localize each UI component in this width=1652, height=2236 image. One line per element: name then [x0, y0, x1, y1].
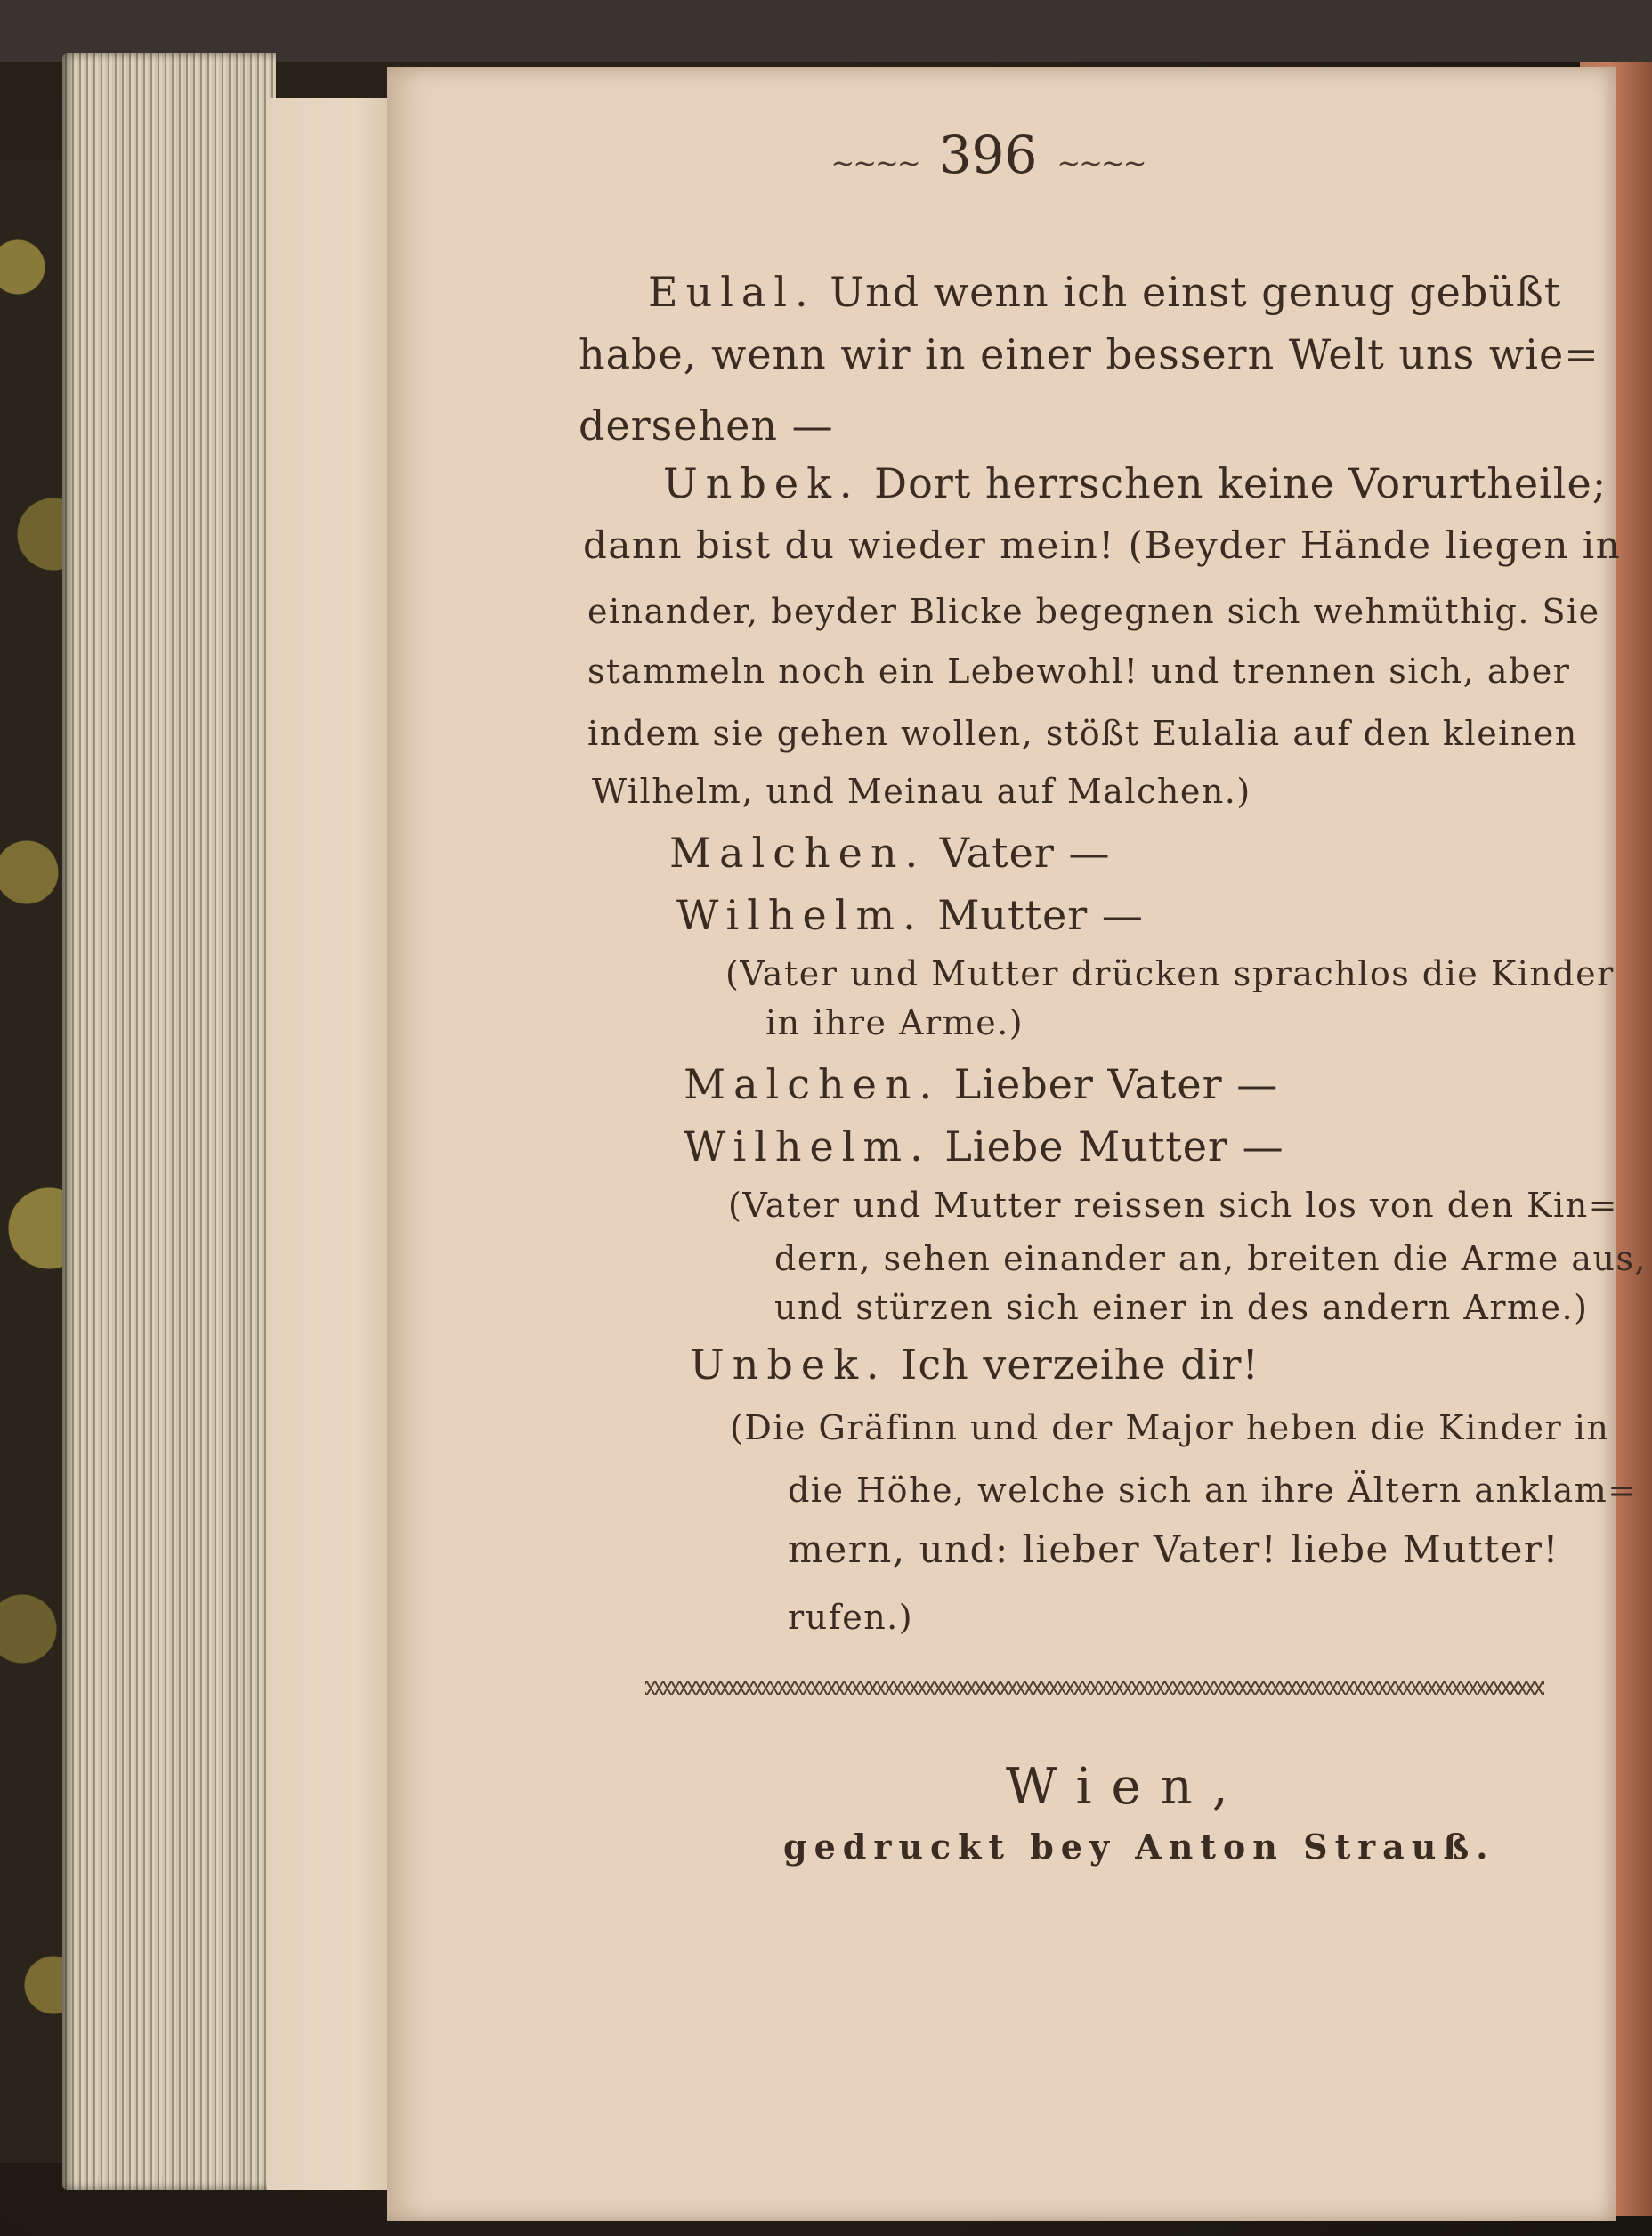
text-line	[663, 459, 1607, 507]
page-gutter	[267, 98, 392, 2190]
stage-direction-line	[725, 954, 1615, 993]
text-line	[648, 268, 1562, 316]
line-text: Wilhelm, und Meinau auf Malchen.)	[592, 772, 1251, 811]
text-line	[579, 401, 834, 450]
decorative-rule	[645, 1681, 1544, 1695]
line-text: (Vater und Mutter reissen sich los von den Kin=	[728, 1186, 1619, 1225]
speaker-name: Unbek.	[690, 1341, 887, 1389]
stage-direction-line	[788, 1527, 1559, 1571]
line-text: und stürzen sich einer in des andern Arme.)	[774, 1288, 1589, 1327]
imprint-city: Wien,	[1006, 1758, 1248, 1816]
speaker-name: Malchen.	[684, 1060, 941, 1108]
line-text: Liebe Mutter —	[930, 1122, 1284, 1171]
page-number-value: 396	[938, 125, 1038, 185]
text-line	[684, 1060, 1279, 1108]
stage-direction-line	[587, 714, 1578, 753]
speaker-name: Wilhelm.	[684, 1122, 931, 1171]
stage-direction-line	[587, 592, 1600, 631]
stage-direction-line	[788, 1598, 914, 1637]
line-text: die Höhe, welche sich an ihre Ältern anklam=	[788, 1470, 1638, 1510]
text-line	[579, 330, 1599, 378]
stage-direction-line	[587, 652, 1571, 691]
line-text: Vater —	[926, 829, 1111, 877]
line-text: Und wenn ich einst genug gebüßt	[815, 268, 1562, 316]
line-text: stammeln noch ein Lebewohl! und trennen sich, aber	[587, 652, 1571, 691]
line-text: habe, wenn wir in einer bessern Welt uns wie=	[579, 330, 1599, 378]
line-text: mern, und: lieber Vater! liebe Mutter!	[788, 1527, 1559, 1571]
stage-direction-line	[592, 772, 1251, 811]
page-block-edges	[62, 53, 276, 2190]
imprint-printer: gedruckt bey Anton Strauß.	[783, 1827, 1495, 1867]
speaker-name: Malchen.	[669, 829, 927, 877]
speaker-name: Eulal.	[648, 268, 816, 316]
line-text: dern, sehen einander an, breiten die Arme aus,	[774, 1239, 1648, 1278]
stage-direction-line	[774, 1288, 1589, 1327]
line-text: indem sie gehen wollen, stößt Eulalia auf den kleinen	[587, 714, 1578, 753]
line-text: rufen.)	[788, 1598, 914, 1637]
line-text: Lieber Vater —	[940, 1060, 1279, 1108]
line-text: (Die Gräfinn und der Major heben die Kinder in	[730, 1408, 1610, 1447]
line-text: Mutter —	[923, 891, 1144, 939]
stage-direction-line	[788, 1470, 1638, 1510]
stage-direction-line	[774, 1239, 1648, 1278]
line-text: in ihre Arme.)	[765, 1003, 1024, 1042]
page-number	[811, 125, 1164, 185]
stage-direction-line	[728, 1186, 1619, 1225]
text-line	[583, 523, 1622, 567]
text-line	[684, 1122, 1284, 1171]
line-text: dann bist du wieder mein! (Beyder Hände liegen in	[583, 523, 1622, 567]
stage-direction-line	[765, 1003, 1024, 1042]
page-number-ornament-left: ~~~~	[830, 146, 919, 180]
line-text: Ich verzeihe dir!	[887, 1341, 1259, 1389]
line-text: dersehen —	[579, 401, 834, 450]
page-number-ornament-right: ~~~~	[1057, 146, 1146, 180]
text-line	[669, 829, 1111, 877]
speaker-name: Unbek.	[663, 459, 861, 507]
text-line	[690, 1341, 1259, 1389]
text-line	[676, 891, 1144, 939]
line-text: Dort herrschen keine Vorurtheile;	[860, 459, 1607, 507]
speaker-name: Wilhelm.	[676, 891, 924, 939]
line-text: einander, beyder Blicke begegnen sich wehmüthig. Sie	[587, 592, 1600, 631]
stage-direction-line	[730, 1408, 1610, 1447]
line-text: (Vater und Mutter drücken sprachlos die Kinder	[725, 954, 1615, 993]
